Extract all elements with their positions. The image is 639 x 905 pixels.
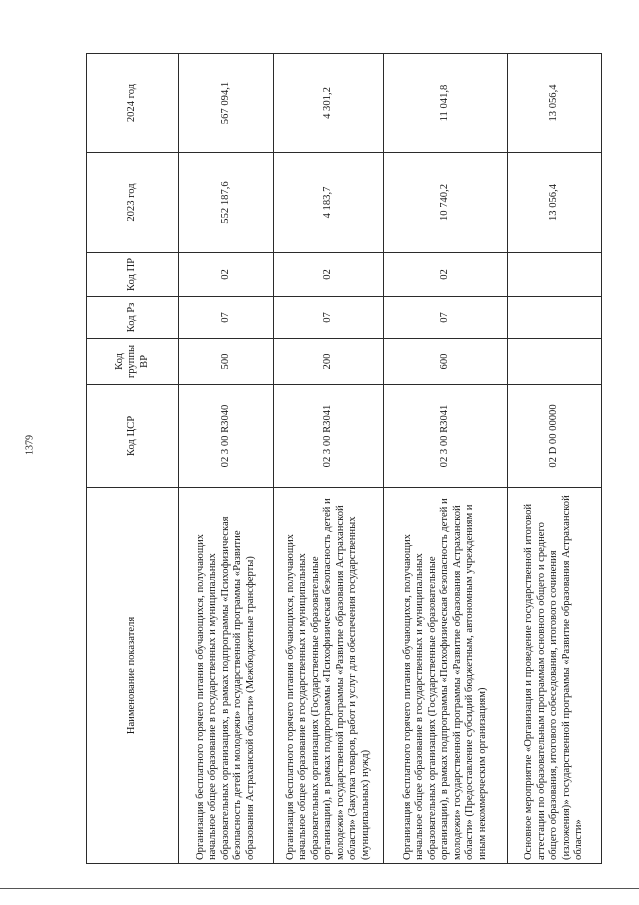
page-number: 1379 <box>24 435 36 455</box>
header-2024: 2024 год <box>87 54 179 153</box>
budget-table <box>86 53 602 864</box>
header-row <box>87 54 179 864</box>
table-row <box>508 54 602 864</box>
row-vr <box>508 339 602 385</box>
row-2023: 4 183,7 <box>274 153 384 253</box>
row-csr: 02 3 00 R3041 <box>274 385 384 488</box>
table-row <box>179 54 274 864</box>
table-row <box>384 54 508 864</box>
row-csr: 02 3 00 R3041 <box>384 385 508 488</box>
row-2023: 10 740,2 <box>384 153 508 253</box>
row-pr: 02 <box>384 253 508 297</box>
row-2024: 11 041,8 <box>384 54 508 153</box>
row-pr <box>508 253 602 297</box>
header-csr: Код ЦСР <box>87 385 179 488</box>
header-rz: Код Рз <box>87 297 179 339</box>
row-2023: 552 187,6 <box>179 153 274 253</box>
row-rz: 07 <box>274 297 384 339</box>
row-pr: 02 <box>179 253 274 297</box>
row-2023: 13 056,4 <box>508 153 602 253</box>
row-rz: 07 <box>384 297 508 339</box>
row-rz <box>508 297 602 339</box>
header-name: Наименование показателя <box>87 488 179 864</box>
row-pr: 02 <box>274 253 384 297</box>
header-2023: 2023 год <box>87 153 179 253</box>
header-pr: Код ПР <box>87 253 179 297</box>
row-name: Организация бесплатного горячего питания обучающихся, получающих начальное общее образование в государственных и муниципальных образовательных организациях (Государственные образовательные организации), в рамках подпрограммы «Психофизическая безопасность детей и молодежи» государственной программы «Развитие образования Астраханской области» (Закупка товаров, работ и услуг для обеспечения государственных (муниципальных) нужд) <box>274 488 384 864</box>
row-vr: 600 <box>384 339 508 385</box>
row-csr: 02 D 00 00000 <box>508 385 602 488</box>
row-name: Организация бесплатного горячего питания обучающихся, получающих начальное общее образование в государственных и муниципальных образовательных организациях (Государственные образовательные организации), в рамках подпрограммы «Психофизическая безопасность детей и молодежи» государственной программы «Развитие образования Астраханской области» (Предоставление субсидий бюджетным, автономным учреждениям и иным некоммерческим организациям) <box>384 488 508 864</box>
row-2024: 13 056,4 <box>508 54 602 153</box>
row-name: Организация бесплатного горячего питания обучающихся, получающих начальное общее образование в государственных и муниципальных образовательных организациях, в рамках подпрограммы «Психофизическая безопасность детей и молодежи» государственной программы «Развитие образования Астраханской области» (Межбюджетные трансферты) <box>179 488 274 864</box>
row-vr: 200 <box>274 339 384 385</box>
row-name: Основное мероприятие «Организация и проведение государственной итоговой аттестации по образовательным программам основного общего и среднего общего образования, итогового собеседования, итогового сочинения (изложения)» государственной программы «Развитие образования Астраханской области» <box>508 488 602 864</box>
row-vr: 500 <box>179 339 274 385</box>
table-row <box>274 54 384 864</box>
rotated-table-container <box>86 54 601 864</box>
row-2024: 4 301,2 <box>274 54 384 153</box>
page-bottom-rule <box>0 888 639 889</box>
header-vr: Код группы ВР <box>87 339 179 385</box>
row-2024: 567 094,1 <box>179 54 274 153</box>
row-rz: 07 <box>179 297 274 339</box>
row-csr: 02 3 00 R3040 <box>179 385 274 488</box>
